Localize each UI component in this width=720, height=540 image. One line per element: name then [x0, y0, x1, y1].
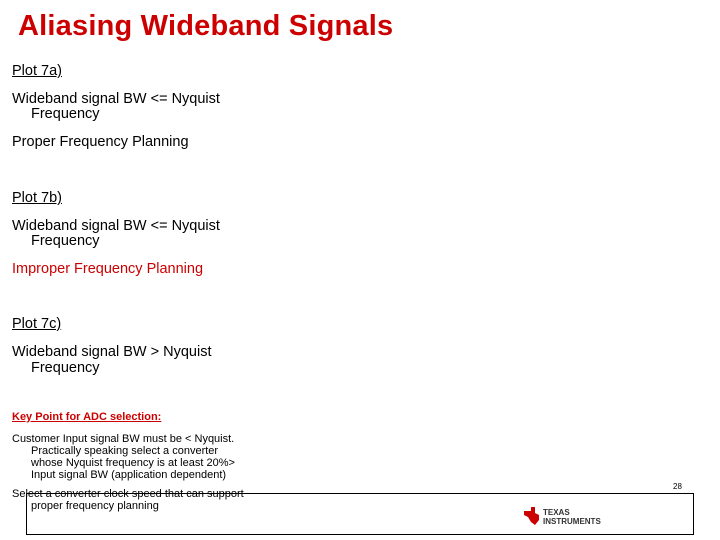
- plot-7b-desc-line1: Wideband signal BW <= Nyquist: [12, 218, 220, 234]
- plot-7a-label: Plot 7a): [12, 63, 62, 79]
- key-point-heading: Key Point for ADC selection:: [12, 411, 162, 423]
- key-point-p2-line1: Select a converter clock speed that can support: [12, 488, 244, 500]
- key-point-p1-line2: Practically speaking select a converter: [31, 445, 219, 457]
- ti-state-icon: [524, 507, 539, 525]
- plot-7c-desc-line2: Frequency: [31, 360, 100, 376]
- slide-title: Aliasing Wideband Signals: [18, 10, 394, 42]
- logo-line2: INSTRUMENTS: [543, 517, 601, 526]
- key-point-p2-line2: proper frequency planning: [31, 500, 159, 512]
- page-number: 28: [673, 482, 682, 491]
- plot-7b-planning: Improper Frequency Planning: [12, 261, 204, 277]
- plot-7b-label: Plot 7b): [12, 190, 62, 206]
- plot-7a-desc-line2: Frequency: [31, 106, 100, 122]
- plot-7c-label: Plot 7c): [12, 316, 62, 332]
- plot-7a-planning: Proper Frequency Planning: [12, 134, 189, 150]
- key-point-p1-line4: Input signal BW (application dependent): [31, 469, 227, 481]
- plot-7a-desc-line1: Wideband signal BW <= Nyquist: [12, 91, 220, 107]
- plot-7c-desc-line1: Wideband signal BW > Nyquist: [12, 344, 212, 360]
- logo-wordmark: [543, 508, 601, 526]
- key-point-p1-line1: Customer Input signal BW must be < Nyquist.: [12, 433, 235, 445]
- key-point-p1-line3: whose Nyquist frequency is at least 20%>: [31, 457, 235, 469]
- plot-7b-desc-line2: Frequency: [31, 233, 100, 249]
- logo-line1: TEXAS: [543, 508, 570, 517]
